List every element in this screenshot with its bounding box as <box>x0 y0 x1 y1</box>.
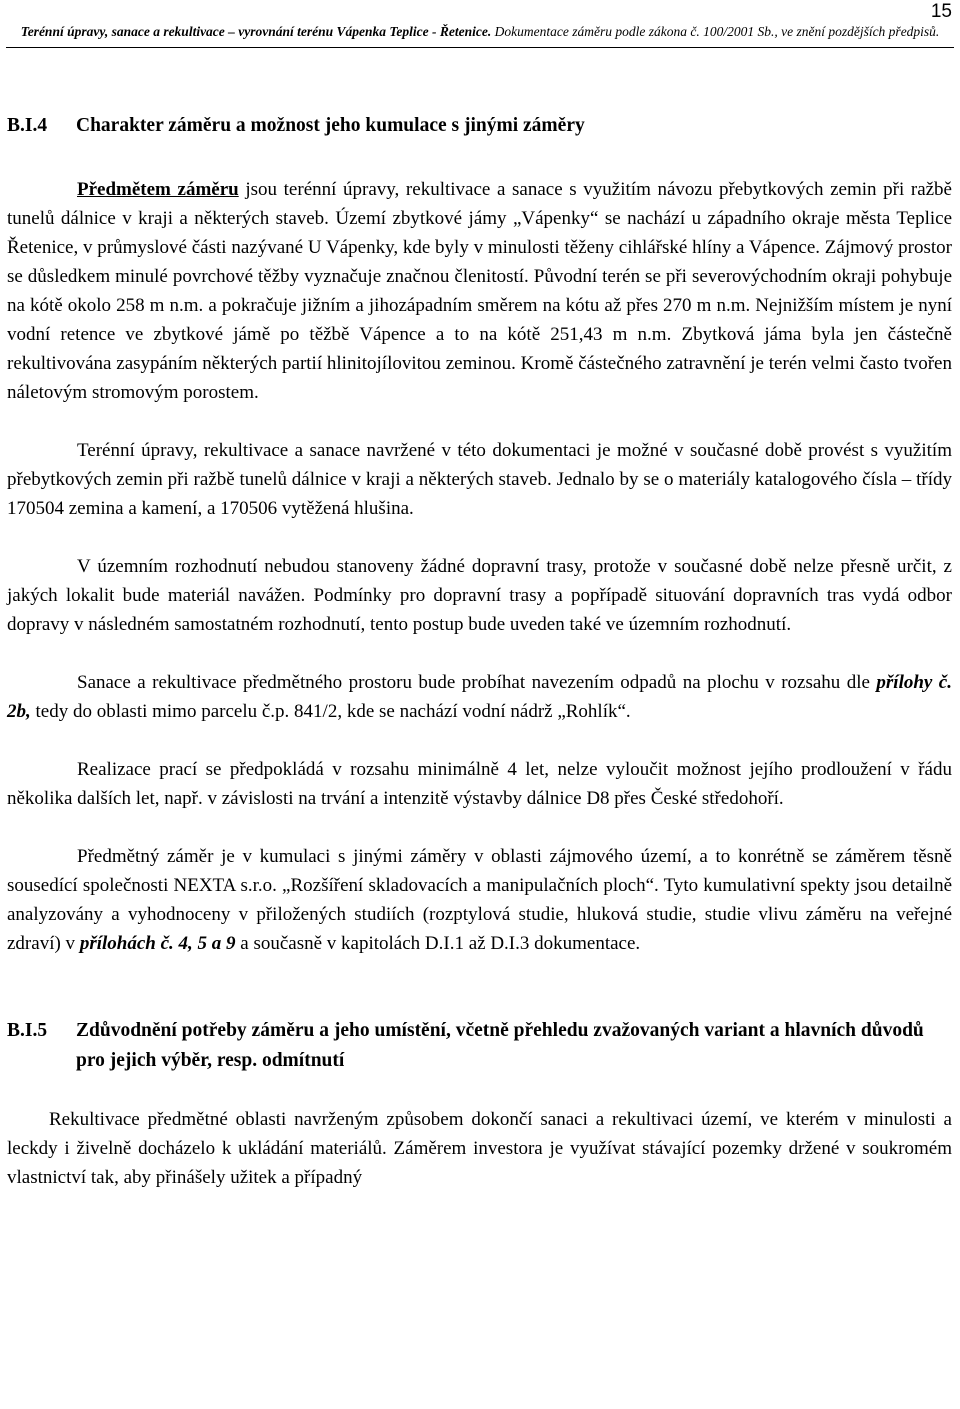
section-heading-b-i-5 <box>7 1016 952 1076</box>
section-title: Zdůvodnění potřeby záměru a jeho umístění, včetně přehledu zvažovaných variant a hlavních důvodů pro jejich výběr, resp. odmítnutí <box>76 1020 924 1071</box>
paragraph-transport: V územním rozhodnutí nebudou stanoveny žádné dopravní trasy, protože v současné době nelze přesně určit, z jakých lokalit bude materiál navážen. Podmínky pro dopravní trasy a popřípadě situování dopravních tras vydá odbor dopravy v následném samostatném rozhodnutí, tento postup bude uveden také ve územním rozhodnutí. <box>7 556 952 635</box>
paragraph-text: Sanace a rekultivace předmětného prostoru bude probíhat navezením odpadů na plochu v rozsahu dle <box>77 672 877 693</box>
annex-reference: přílohách č. 4, 5 a 9 <box>79 933 236 954</box>
annex-reference: přílohy č. 2b, <box>7 672 952 722</box>
page-number: 15 <box>930 1 952 22</box>
section-title: Charakter záměru a možnost jeho kumulace s jinými záměry <box>76 115 585 136</box>
subject-lead: Předmětem záměru <box>77 179 239 200</box>
paragraph-text: tedy do oblasti mimo parcelu č.p. 841/2, kde se nachází vodní nádrž „Rohlík“. <box>30 701 631 722</box>
paragraph-subject <box>7 175 952 407</box>
paragraph-text: Předmětný záměr je v kumulaci s jinými záměry v oblasti zájmového území, a to konrétně se záměrem těsně sousedící společnosti NEXTA s.r.o. „Rozšíření skladovacích a manipulačních ploch“. Tyto kumulativní spekty jsou detailně analyzovány a vyhodnoceny v přiložených studiích (rozptylová studie, hluková studie, studie vlivu záměru na veřejné zdraví) v <box>7 846 952 954</box>
header-subtitle: Dokumentace záměru podle zákona č. 100/2001 Sb., ve znění pozdějších předpisů. <box>491 24 940 39</box>
paragraph-justification: Rekultivace předmětné oblasti navrženým způsobem dokončí sanaci a rekultivaci území, ve kterém v minulosti a leckdy i živelně docházelo k ukládání materiálů. Záměrem investora je využívat stávající pozemky držené v soukromém vlastnictví tak, aby přinášely užitek a případný <box>7 1109 952 1188</box>
paragraph-remediation <box>7 668 952 726</box>
running-header <box>6 22 954 48</box>
section-heading-b-i-4 <box>7 111 952 140</box>
section-number: B.I.5 <box>7 1020 48 1041</box>
paragraph-duration: Realizace prací se předpokládá v rozsahu minimálně 4 let, nelze vyloučit možnost jejího prodloužení v řádu několika dalších let, např. v závislosti na trvání a intenzitě výstavby dálnice D8 přes České středohoří. <box>7 759 952 809</box>
paragraph-text: a současně v kapitolách D.I.1 až D.I.3 dokumentace. <box>235 933 641 954</box>
paragraph-materials: Terénní úpravy, rekultivace a sanace navržené v této dokumentaci je možné v současné době provést s využitím přebytkových zemin při ražbě tunelů dálnice v kraji a některých staveb. Jednalo by se o materiály katalogového čísla – třídy 170504 zemina a kamení, a 170506 vytěžená hlušina. <box>7 440 952 519</box>
header-title: Terénní úpravy, sanace a rekultivace – vyrovnání terénu Vápenka Teplice - Řetenice. <box>20 24 492 39</box>
section-number: B.I.4 <box>7 115 48 136</box>
document-body <box>7 111 952 1192</box>
paragraph-text: jsou terénní úpravy, rekultivace a sanace s využitím návozu přebytkových zemin při ražbě tunelů dálnice v kraji a některých staveb. Území zbytkové jámy „Vápenky“ se nachází u západního okraje města Teplice Řetenice, v průmyslové části nazývané U Vápenky, kde byly v minulosti těženy cihlářské hlíny a Vápence. Zájmový prostor se důsledkem minulé povrchové těžby vyznačuje značnou členitostí. Původní terén se při severovýchodním okraji pohybuje na kótě okolo 258 m n.m. a pokračuje jižním a jihozápadním směrem na kótu až přes 270 m n.m. Nejnižším místem je nyní vodní retence ve zbytkové jámě po těžbě Vápence a to na kótě 251,43 m n.m. Zbytková jáma byla jen částečně rekultivována zasypáním některých partií hlinitojílovitou zeminou. Kromě částečného zatravnění je terén velmi často tvořen náletovým stromovým porostem. <box>7 179 952 403</box>
paragraph-cumulation <box>7 842 952 958</box>
